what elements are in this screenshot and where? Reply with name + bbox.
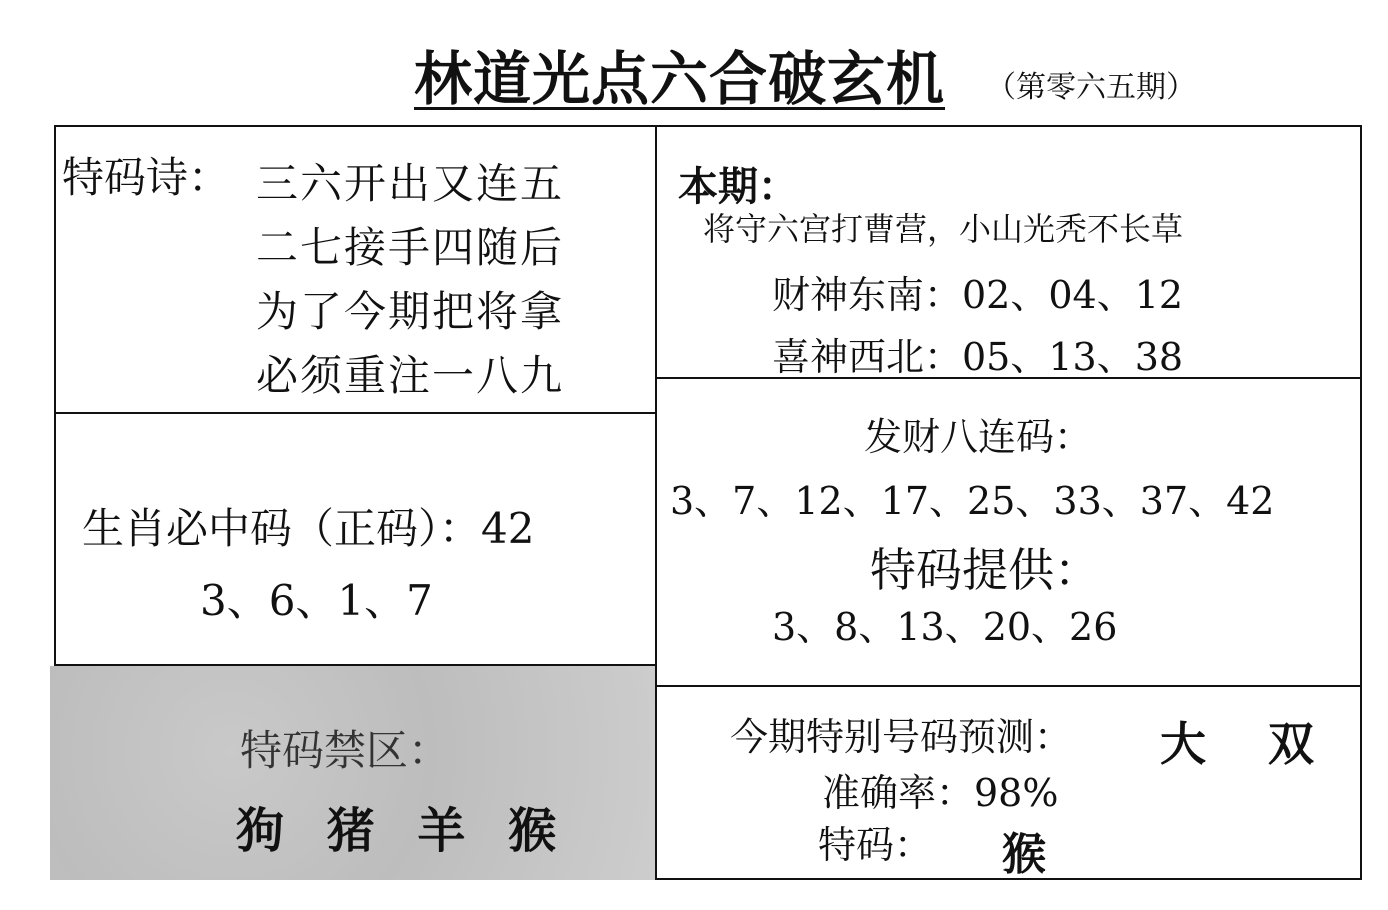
prediction-label: 今期特别号码预测： <box>730 715 1073 759</box>
special-label: 特码提供： <box>870 543 1100 597</box>
eight-label: 发财八连码： <box>864 415 1093 459</box>
joy-god: 喜神西北：05、13、38 <box>772 335 1184 379</box>
current-label: 本期： <box>678 164 798 210</box>
forbidden-label: 特码禁区： <box>240 726 451 775</box>
special-numbers: 3、8、13、20、26 <box>772 605 1118 649</box>
poem-line: 必须重注一八九 <box>256 351 565 400</box>
current-verse: 将守六宫打曹营，小山光秃不长草 <box>703 210 1184 248</box>
forbidden-animals: 狗 猪 羊 猴 <box>236 803 561 859</box>
page-title: 林道光点六合破玄机 <box>414 45 946 113</box>
accuracy: 准确率：98% <box>822 771 1059 815</box>
left-divider-2 <box>54 664 656 666</box>
zodiac-label: 生肖必中码（正码）：42 <box>82 504 535 553</box>
poem-line: 为了今期把将拿 <box>256 287 565 336</box>
prediction-size: 大 <box>1160 717 1206 771</box>
left-divider-1 <box>54 412 656 414</box>
code-label: 特码： <box>818 823 933 867</box>
right-divider-2 <box>656 685 1362 687</box>
poem-line: 二七接手四随后 <box>256 223 565 272</box>
zodiac-numbers: 3、6、1、7 <box>200 576 433 625</box>
poem-label: 特码诗： <box>62 153 231 202</box>
prediction-parity: 双 <box>1268 717 1314 771</box>
issue-number: （第零六五期） <box>986 70 1196 105</box>
code-value: 猴 <box>1002 829 1046 880</box>
poem-line: 三六开出又连五 <box>256 159 565 208</box>
eight-numbers: 3、7、12、17、25、33、37、42 <box>670 479 1275 523</box>
wealth-god: 财神东南：02、04、12 <box>772 273 1184 317</box>
center-divider <box>655 125 657 880</box>
poem-block <box>256 152 564 408</box>
